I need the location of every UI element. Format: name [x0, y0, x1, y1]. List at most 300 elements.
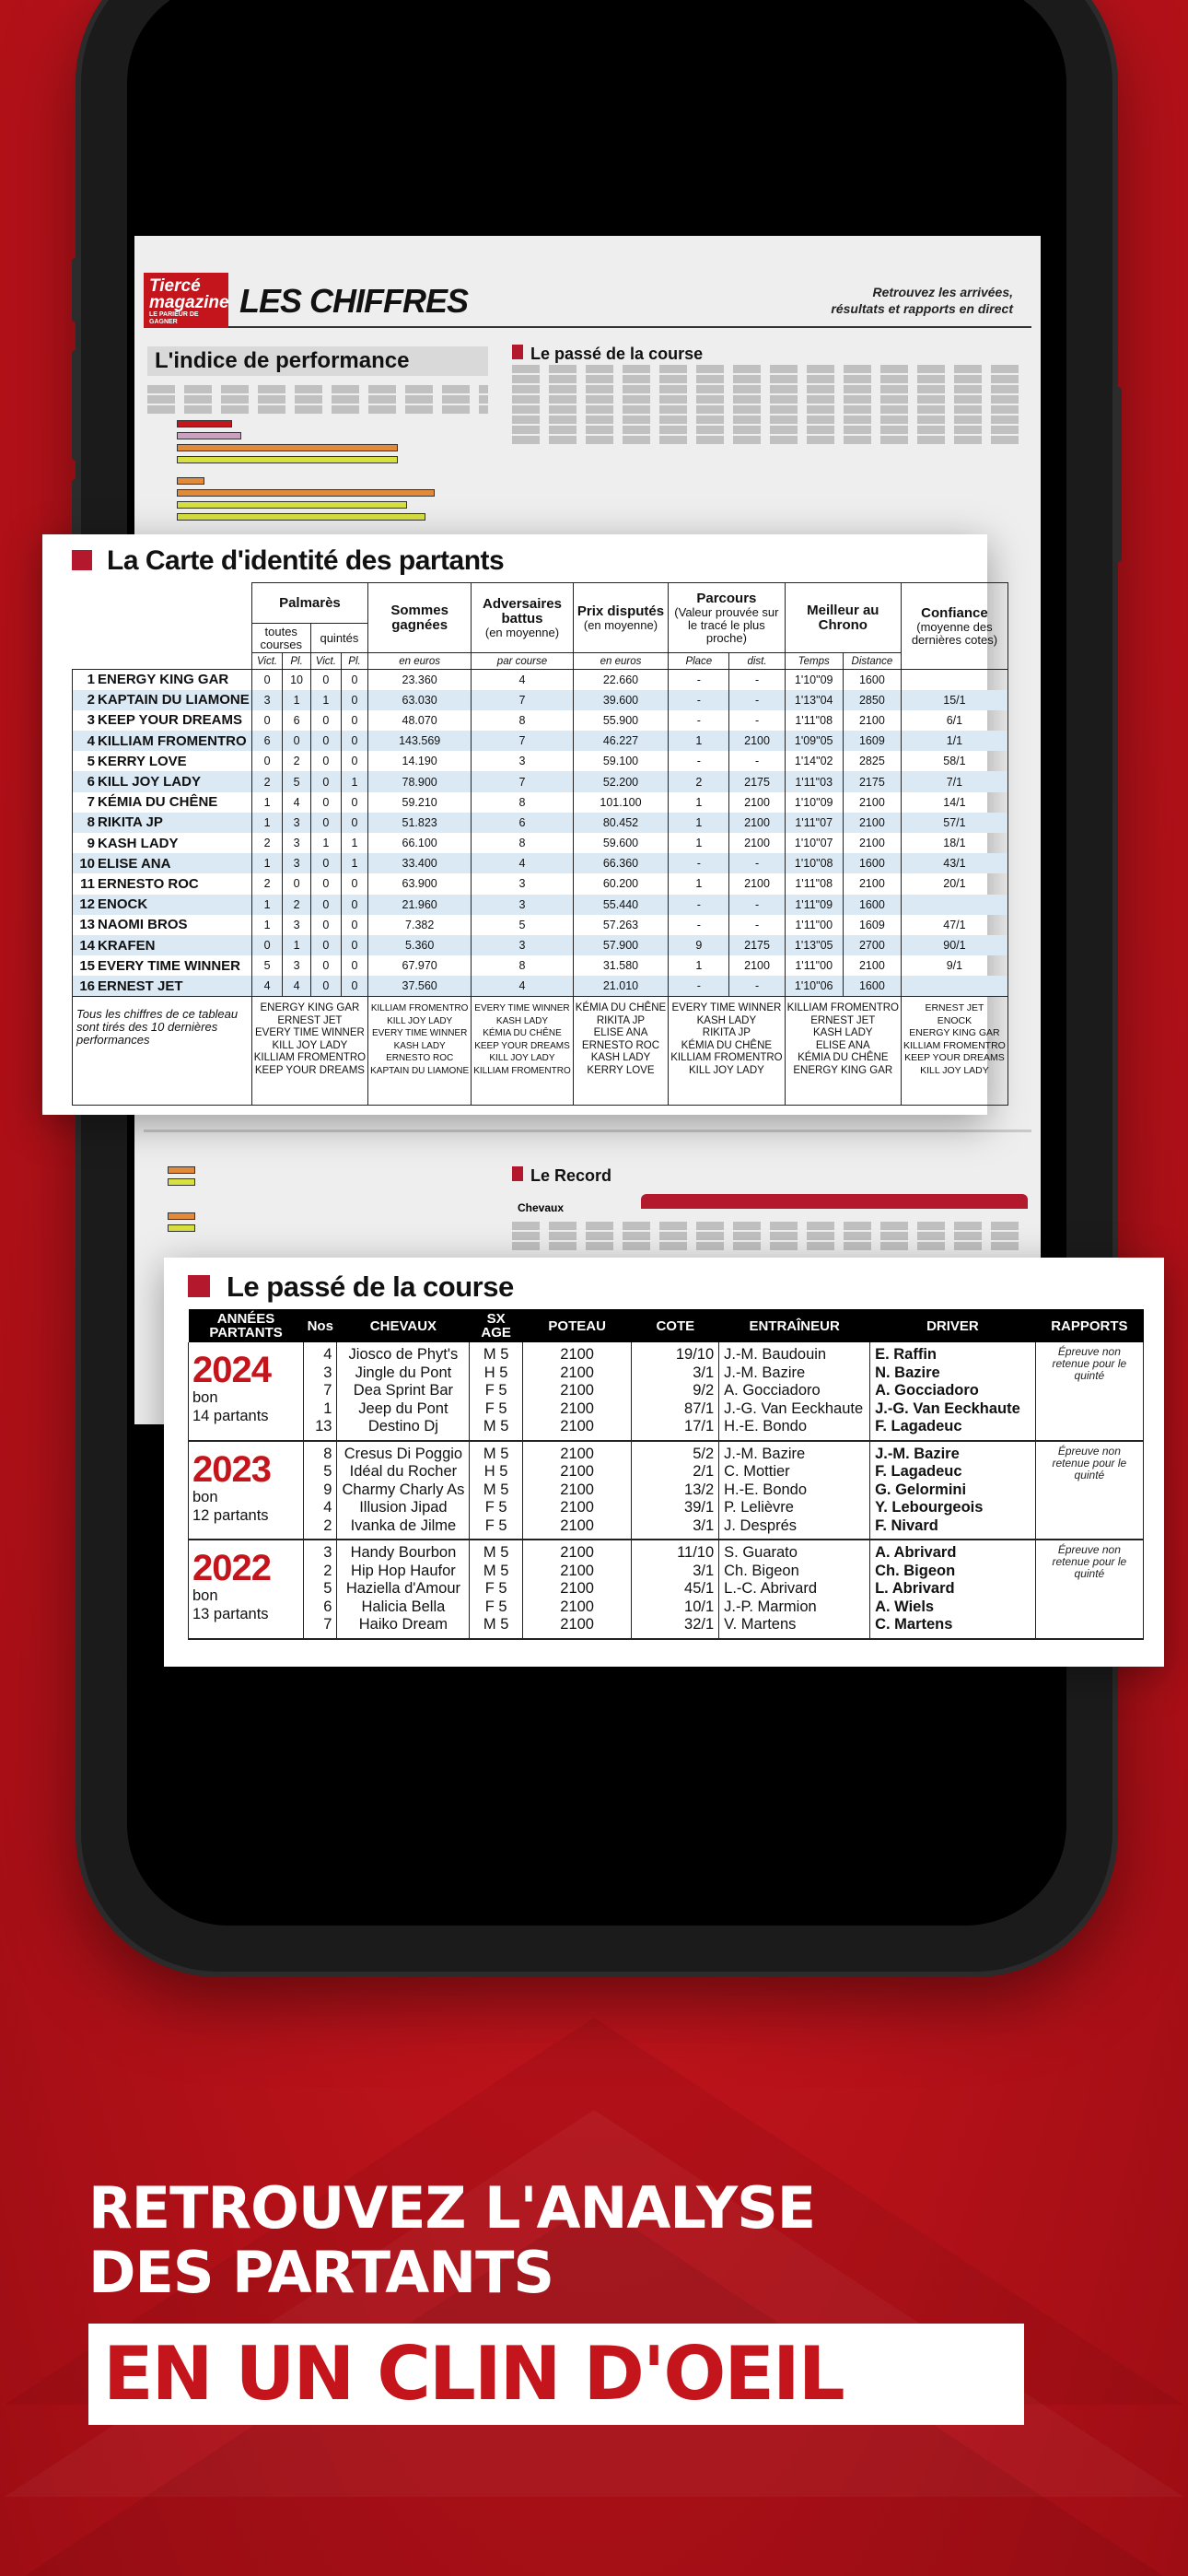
partant-place: - — [669, 751, 729, 771]
passe-horses: Handy Bourbon Hip Hop Haufor Haziella d'Amour Halicia Bella Haiko Dream — [337, 1540, 470, 1639]
section-record: Le Record — [512, 1166, 611, 1186]
partant-conf: 58/1 — [902, 751, 1008, 771]
partant-tp: 3 — [283, 915, 310, 935]
partant-temps: 1'14"02 — [785, 751, 843, 771]
partant-qp: 0 — [341, 976, 367, 996]
hdr-driver: DRIVER — [870, 1309, 1036, 1342]
partant-dist: 2100 — [729, 833, 785, 853]
partant-sommes: 37.560 — [368, 976, 472, 996]
hdr-chevaux: CHEVAUX — [337, 1309, 470, 1342]
partant-row — [73, 873, 1008, 894]
phone-notch — [523, 0, 818, 42]
passe-course-title: Le passé de la course — [188, 1270, 514, 1304]
partant-name: 2 KAPTAIN DU LIAMONE — [73, 690, 252, 710]
indice-bar — [177, 420, 232, 427]
partant-place: 1 — [669, 813, 729, 833]
partant-tp: 10 — [283, 670, 310, 690]
year-cell — [189, 1342, 304, 1441]
partant-conf: 9/1 — [902, 955, 1008, 976]
partant-prix: 80.452 — [573, 813, 668, 833]
partant-row — [73, 853, 1008, 873]
passe-course-table — [188, 1309, 1144, 1640]
year-row — [189, 1441, 1144, 1540]
partant-tp: 3 — [283, 955, 310, 976]
partant-distance: 2100 — [843, 792, 901, 813]
partant-sommes: 21.960 — [368, 895, 472, 915]
carte-identite-title: La Carte d'identité des partants — [72, 545, 504, 577]
hdr-adversaires: Adversaires battus (en moyenne) — [472, 583, 574, 653]
record-chevaux-label: Chevaux — [518, 1201, 565, 1214]
partant-conf: 14/1 — [902, 792, 1008, 813]
hdr-confiance: Confiance (moyenne des dernières cotes) — [902, 583, 1008, 670]
partant-qv: 0 — [310, 731, 341, 751]
indice-bar — [177, 456, 398, 463]
year-state: bon — [192, 1488, 218, 1505]
partant-adv: 8 — [472, 955, 574, 976]
hdr-sx-age: SX AGE — [470, 1309, 522, 1342]
partant-tv: 3 — [251, 690, 283, 710]
hdr-cote: COTE — [632, 1309, 719, 1342]
partant-place: 9 — [669, 935, 729, 955]
partant-name: 1 ENERGY KING GAR — [73, 670, 252, 690]
phone-volume-up — [72, 350, 81, 461]
divider — [144, 1130, 1031, 1132]
partant-qp: 0 — [341, 751, 367, 771]
year-cell — [189, 1540, 304, 1639]
year-year: 2024 — [192, 1350, 271, 1390]
partant-prix: 55.440 — [573, 895, 668, 915]
partant-name: 3 KEEP YOUR DREAMS — [73, 710, 252, 731]
partant-dist: 2100 — [729, 731, 785, 751]
partant-adv: 7 — [472, 771, 574, 791]
hdr-vict: Vict. — [251, 653, 283, 670]
carte-identite-card — [42, 534, 1006, 1115]
partant-tv: 0 — [251, 935, 283, 955]
partant-conf: 47/1 — [902, 915, 1008, 935]
partant-qv: 0 — [310, 853, 341, 873]
indice-bar — [177, 489, 435, 497]
partant-row — [73, 976, 1008, 996]
partant-prix: 57.263 — [573, 915, 668, 935]
record-mini-table — [512, 1222, 1028, 1252]
partant-distance: 2100 — [843, 710, 901, 731]
partant-tp: 3 — [283, 813, 310, 833]
indice-bar — [168, 1166, 195, 1174]
partant-name: 15 EVERY TIME WINNER — [73, 955, 252, 976]
paper-header — [144, 273, 1031, 328]
partant-prix: 31.580 — [573, 955, 668, 976]
footer-palmares: ENERGY KING GAR ERNEST JET EVERY TIME WINNER KILL JOY LADY KILLIAM FROMENTRO KEEP YOUR DREAMS — [251, 997, 367, 1106]
partant-name: 6 KILL JOY LADY — [73, 771, 252, 791]
partant-row — [73, 935, 1008, 955]
partant-adv: 7 — [472, 731, 574, 751]
partant-place: - — [669, 976, 729, 996]
partant-prix: 66.360 — [573, 853, 668, 873]
passe-sxage: M 5 M 5 F 5 F 5 M 5 — [470, 1540, 522, 1639]
footer-confiance: ERNEST JET ENOCK ENERGY KING GAR KILLIAM FROMENTRO KEEP YOUR DREAMS KILL JOY LADY — [902, 997, 1008, 1106]
partant-tv: 4 — [251, 976, 283, 996]
partant-conf — [902, 670, 1008, 690]
partant-name: 4 KILLIAM FROMENTRO — [73, 731, 252, 751]
partant-distance: 2100 — [843, 813, 901, 833]
partant-prix: 101.100 — [573, 792, 668, 813]
partant-qp: 1 — [341, 853, 367, 873]
partant-sommes: 48.070 — [368, 710, 472, 731]
partant-temps: 1'10"09 — [785, 792, 843, 813]
partant-qv: 0 — [310, 751, 341, 771]
partant-prix: 39.600 — [573, 690, 668, 710]
partant-distance: 1609 — [843, 915, 901, 935]
hdr-parcours: Parcours (Valeur prouvée sur le tracé le plus proche) — [669, 583, 785, 653]
partant-qv: 0 — [310, 895, 341, 915]
partant-conf: 18/1 — [902, 833, 1008, 853]
partant-tv: 2 — [251, 771, 283, 791]
partant-qv: 1 — [310, 833, 341, 853]
partant-row — [73, 690, 1008, 710]
partant-tv: 1 — [251, 895, 283, 915]
partant-temps: 1'10"09 — [785, 670, 843, 690]
passe-rapport: Épreuve non retenue pour le quinté — [1035, 1441, 1143, 1540]
partant-qv: 0 — [310, 976, 341, 996]
partant-row — [73, 915, 1008, 935]
partant-temps: 1'11"03 — [785, 771, 843, 791]
partant-temps: 1'11"00 — [785, 915, 843, 935]
hdr-toutes-courses: toutes courses — [251, 624, 310, 653]
passe-course-card — [164, 1258, 1164, 1667]
section-indice: L'indice de performance — [147, 346, 488, 376]
partant-row — [73, 813, 1008, 833]
partant-conf: 15/1 — [902, 690, 1008, 710]
passe-sxage: M 5 H 5 F 5 F 5 M 5 — [470, 1342, 522, 1441]
partant-place: 1 — [669, 833, 729, 853]
hdr-quintes: quintés — [310, 624, 367, 653]
partant-dist: - — [729, 853, 785, 873]
partant-row — [73, 751, 1008, 771]
partant-row — [73, 955, 1008, 976]
partant-adv: 3 — [472, 873, 574, 894]
partant-conf: 1/1 — [902, 731, 1008, 751]
partant-qv: 0 — [310, 710, 341, 731]
passe-cote: 11/10 3/1 45/1 10/1 32/1 — [632, 1540, 719, 1639]
year-row — [189, 1540, 1144, 1639]
tierce-logo: Tiercé magazine LE PARIEUR DE GAGNER — [144, 273, 228, 328]
partant-adv: 5 — [472, 915, 574, 935]
paper-subtitle: Retrouvez les arrivées, résultats et rapports en direct — [831, 285, 1013, 316]
partant-conf — [902, 895, 1008, 915]
passe-rapport: Épreuve non retenue pour le quinté — [1035, 1342, 1143, 1441]
partant-tp: 3 — [283, 853, 310, 873]
partant-conf: 90/1 — [902, 935, 1008, 955]
passe-horses: Cresus Di Poggio Idéal du Rocher Charmy Charly As Illusion Jipad Ivanka de Jilme — [337, 1441, 470, 1540]
partant-qp: 0 — [341, 710, 367, 731]
partant-tv: 2 — [251, 833, 283, 853]
partant-temps: 1'10"06 — [785, 976, 843, 996]
headline-line1: RETROUVEZ L'ANALYSE — [88, 2174, 816, 2242]
partant-qp: 0 — [341, 895, 367, 915]
indice-bar — [168, 1178, 195, 1186]
partant-tv: 1 — [251, 813, 283, 833]
footer-prix: KÉMIA DU CHÊNE RIKITA JP ELISE ANA ERNESTO ROC KASH LADY KERRY LOVE — [573, 997, 668, 1106]
partant-place: 1 — [669, 873, 729, 894]
partant-row — [73, 771, 1008, 791]
partant-tv: 1 — [251, 915, 283, 935]
partant-sommes: 66.100 — [368, 833, 472, 853]
indice-bar — [177, 501, 407, 509]
indice-bar — [168, 1224, 195, 1232]
partant-name: 12 ENOCK — [73, 895, 252, 915]
partant-distance: 1600 — [843, 853, 901, 873]
partant-adv: 4 — [472, 853, 574, 873]
partant-sommes: 63.900 — [368, 873, 472, 894]
partant-tv: 0 — [251, 751, 283, 771]
hdr-dist: dist. — [729, 653, 785, 670]
partant-place: 1 — [669, 731, 729, 751]
partant-qp: 0 — [341, 670, 367, 690]
section-passe-small: Le passé de la course — [512, 345, 703, 364]
partant-tv: 0 — [251, 710, 283, 731]
partant-qp: 0 — [341, 873, 367, 894]
partant-conf — [902, 976, 1008, 996]
partant-dist: - — [729, 976, 785, 996]
year-year: 2023 — [192, 1448, 271, 1490]
partant-sommes: 7.382 — [368, 915, 472, 935]
partant-tp: 6 — [283, 710, 310, 731]
partant-dist: - — [729, 710, 785, 731]
passe-poteau: 2100 2100 2100 2100 2100 — [522, 1342, 632, 1441]
hdr-palmares: Palmarès — [251, 583, 367, 624]
partant-adv: 4 — [472, 976, 574, 996]
indice-bar — [177, 432, 241, 439]
partant-dist: 2100 — [729, 813, 785, 833]
partant-place: - — [669, 853, 729, 873]
partant-distance: 2100 — [843, 955, 901, 976]
partant-adv: 3 — [472, 935, 574, 955]
year-partants: 13 partants — [192, 1606, 269, 1622]
year-row — [189, 1342, 1144, 1441]
partant-tv: 0 — [251, 670, 283, 690]
hdr-rapports: RAPPORTS — [1035, 1309, 1143, 1342]
partant-dist: - — [729, 915, 785, 935]
partant-adv: 8 — [472, 710, 574, 731]
partant-sommes: 23.360 — [368, 670, 472, 690]
partant-tv: 6 — [251, 731, 283, 751]
partant-name: 13 NAOMI BROS — [73, 915, 252, 935]
partant-qp: 0 — [341, 690, 367, 710]
partant-row — [73, 895, 1008, 915]
partant-name: 11 ERNESTO ROC — [73, 873, 252, 894]
partant-dist: 2100 — [729, 873, 785, 894]
hdr-prix: Prix disputés (en moyenne) — [573, 583, 668, 653]
footer-chrono: KILLIAM FROMENTRO ERNEST JET KASH LADY ELISE ANA KÉMIA DU CHÊNE ENERGY KING GAR — [785, 997, 901, 1106]
passe-drivers: E. Raffin N. Bazire A. Gocciadoro J.-G. Van Eeckhaute F. Lagadeuc — [870, 1342, 1036, 1441]
partant-tp: 5 — [283, 771, 310, 791]
partant-qv: 0 — [310, 935, 341, 955]
hdr-poteau: POTEAU — [522, 1309, 632, 1342]
phone-power-button — [1112, 387, 1122, 562]
partant-tp: 1 — [283, 690, 310, 710]
partant-tp: 0 — [283, 731, 310, 751]
hdr-distance: Distance — [843, 653, 901, 670]
partant-qp: 0 — [341, 915, 367, 935]
partant-tp: 2 — [283, 751, 310, 771]
partant-distance: 2175 — [843, 771, 901, 791]
partant-adv: 6 — [472, 813, 574, 833]
partant-qp: 0 — [341, 731, 367, 751]
hdr-place: Place — [669, 653, 729, 670]
partant-qv: 0 — [310, 813, 341, 833]
partant-tv: 2 — [251, 873, 283, 894]
partant-qp: 0 — [341, 792, 367, 813]
partant-conf: 6/1 — [902, 710, 1008, 731]
partant-sommes: 5.360 — [368, 935, 472, 955]
partant-distance: 2825 — [843, 751, 901, 771]
record-header-bar — [641, 1194, 1028, 1209]
indice-text — [147, 385, 488, 416]
indice-bar — [177, 477, 204, 485]
partant-prix: 59.600 — [573, 833, 668, 853]
partant-place: - — [669, 895, 729, 915]
partant-dist: - — [729, 751, 785, 771]
partant-sommes: 63.030 — [368, 690, 472, 710]
partant-temps: 1'11"07 — [785, 813, 843, 833]
hdr-pl: Pl. — [341, 653, 367, 670]
passe-rapport: Épreuve non retenue pour le quinté — [1035, 1540, 1143, 1639]
partant-prix: 57.900 — [573, 935, 668, 955]
passe-trainers: S. Guarato Ch. Bigeon L.-C. Abrivard J.-P. Marmion V. Martens — [719, 1540, 870, 1639]
partant-qv: 0 — [310, 670, 341, 690]
year-partants: 14 partants — [192, 1408, 269, 1424]
partant-qp: 0 — [341, 935, 367, 955]
passe-drivers: A. Abrivard Ch. Bigeon L. Abrivard A. Wiels C. Martens — [870, 1540, 1036, 1639]
partant-tp: 2 — [283, 895, 310, 915]
partant-row — [73, 792, 1008, 813]
partant-prix: 59.100 — [573, 751, 668, 771]
partant-adv: 8 — [472, 833, 574, 853]
passe-horses: Jiosco de Phyt's Jingle du Pont Dea Sprint Bar Jeep du Pont Destino Dj — [337, 1342, 470, 1441]
partant-distance: 2700 — [843, 935, 901, 955]
partant-sommes: 14.190 — [368, 751, 472, 771]
partant-dist: - — [729, 690, 785, 710]
passe-cote: 5/2 2/1 13/2 39/1 3/1 — [632, 1441, 719, 1540]
carte-identite-footer — [73, 997, 1008, 1106]
partant-place: 1 — [669, 792, 729, 813]
partant-sommes: 33.400 — [368, 853, 472, 873]
passe-sxage: M 5 H 5 M 5 F 5 F 5 — [470, 1441, 522, 1540]
year-cell — [189, 1441, 304, 1540]
partant-tv: 5 — [251, 955, 283, 976]
partant-temps: 1'09"05 — [785, 731, 843, 751]
partant-tp: 0 — [283, 873, 310, 894]
passe-mini-table — [512, 365, 1028, 446]
hdr-entraineur: ENTRAÎNEUR — [719, 1309, 870, 1342]
partant-distance: 1609 — [843, 731, 901, 751]
partant-tp: 4 — [283, 792, 310, 813]
hdr-nos: Nos — [304, 1309, 337, 1342]
partant-adv: 8 — [472, 792, 574, 813]
partant-dist: 2100 — [729, 955, 785, 976]
partant-tp: 3 — [283, 833, 310, 853]
passe-nums: 3 2 5 6 7 — [304, 1540, 337, 1639]
passe-course-rows — [189, 1342, 1144, 1639]
passe-cote: 19/10 3/1 9/2 87/1 17/1 — [632, 1342, 719, 1441]
partant-dist: 2175 — [729, 771, 785, 791]
partant-distance: 1600 — [843, 670, 901, 690]
partant-place: - — [669, 710, 729, 731]
indice-bar — [177, 444, 398, 451]
partant-tv: 1 — [251, 853, 283, 873]
partant-name: 14 KRAFEN — [73, 935, 252, 955]
passe-trainers: J.-M. Baudouin J.-M. Bazire A. Gocciadoro J.-G. Van Eeckhaute H.-E. Bondo — [719, 1342, 870, 1441]
partant-adv: 3 — [472, 895, 574, 915]
partant-sommes: 51.823 — [368, 813, 472, 833]
partant-temps: 1'11"08 — [785, 710, 843, 731]
partant-qp: 1 — [341, 771, 367, 791]
partant-temps: 1'11"09 — [785, 895, 843, 915]
partant-sommes: 67.970 — [368, 955, 472, 976]
partant-temps: 1'13"05 — [785, 935, 843, 955]
partant-distance: 2850 — [843, 690, 901, 710]
footer-sommes: KILLIAM FROMENTRO KILL JOY LADY EVERY TIME WINNER KASH LADY ERNESTO ROC KAPTAIN DU LIAMONE — [368, 997, 472, 1106]
passe-poteau: 2100 2100 2100 2100 2100 — [522, 1441, 632, 1540]
paper-title: LES CHIFFRES — [239, 282, 469, 320]
partant-conf: 20/1 — [902, 873, 1008, 894]
partant-sommes: 78.900 — [368, 771, 472, 791]
partant-sommes: 143.569 — [368, 731, 472, 751]
partant-name: 9 KASH LADY — [73, 833, 252, 853]
hdr-meilleur-chrono: Meilleur au Chrono — [785, 583, 901, 653]
indice-bar — [168, 1212, 195, 1220]
hdr-annees: ANNÉES PARTANTS — [189, 1309, 304, 1342]
partant-temps: 1'10"07 — [785, 833, 843, 853]
partant-prix: 22.660 — [573, 670, 668, 690]
partant-name: 16 ERNEST JET — [73, 976, 252, 996]
partant-qv: 0 — [310, 792, 341, 813]
partant-qv: 0 — [310, 955, 341, 976]
partant-distance: 1600 — [843, 976, 901, 996]
partant-tv: 1 — [251, 792, 283, 813]
partant-name: 10 ELISE ANA — [73, 853, 252, 873]
partant-prix: 60.200 — [573, 873, 668, 894]
partant-qv: 0 — [310, 873, 341, 894]
partant-place: 1 — [669, 955, 729, 976]
footer-parcours: EVERY TIME WINNER KASH LADY RIKITA JP KÉMIA DU CHÊNE KILLIAM FROMENTRO KILL JOY LADY — [669, 997, 785, 1106]
partant-row — [73, 670, 1008, 690]
partant-dist: - — [729, 895, 785, 915]
year-state: bon — [192, 1587, 218, 1604]
partant-adv: 4 — [472, 670, 574, 690]
partant-conf: 7/1 — [902, 771, 1008, 791]
partant-qv: 0 — [310, 915, 341, 935]
hdr-sommes: Sommes gagnées — [368, 583, 472, 653]
passe-trainers: J.-M. Bazire C. Mottier H.-E. Bondo P. Lelièvre J. Després — [719, 1441, 870, 1540]
partant-qp: 0 — [341, 955, 367, 976]
carte-identite-table — [72, 582, 1008, 1106]
partant-name: 5 KERRY LOVE — [73, 751, 252, 771]
partant-adv: 7 — [472, 690, 574, 710]
partant-distance: 1600 — [843, 895, 901, 915]
partant-prix: 52.200 — [573, 771, 668, 791]
partant-place: - — [669, 915, 729, 935]
partant-dist: - — [729, 670, 785, 690]
headline-highlight: EN UN CLIN D'OEIL — [103, 2331, 844, 2417]
hdr-prix-unit: en euros — [573, 653, 668, 670]
headline-highlight-box — [88, 2324, 1024, 2425]
partant-dist: 2175 — [729, 935, 785, 955]
partant-distance: 2100 — [843, 833, 901, 853]
passe-nums: 4 3 7 1 13 — [304, 1342, 337, 1441]
partant-name: 8 RIKITA JP — [73, 813, 252, 833]
partant-place: 2 — [669, 771, 729, 791]
